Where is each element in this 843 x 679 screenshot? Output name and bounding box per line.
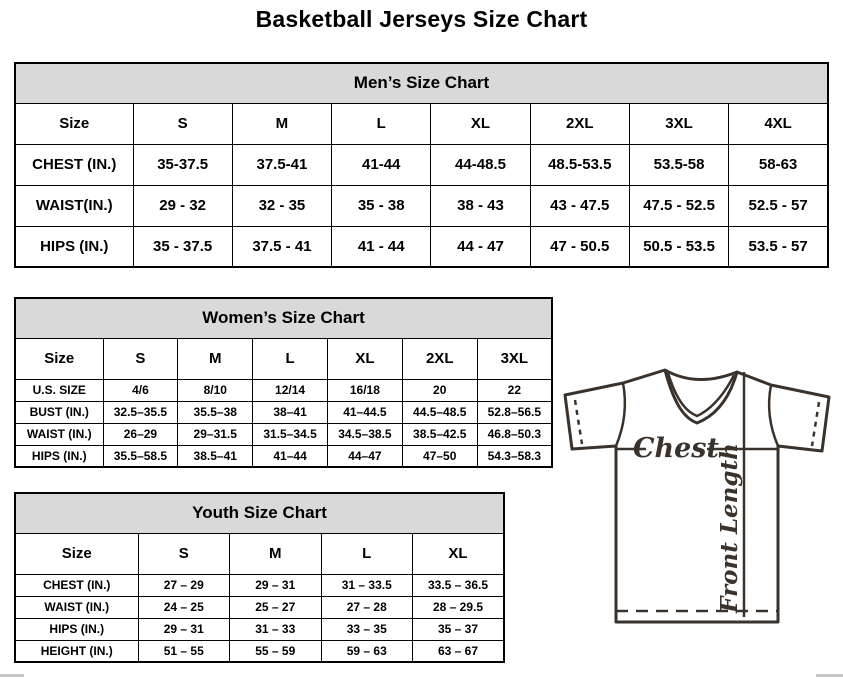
cell: 41-44: [332, 144, 431, 185]
cell: 43 - 47.5: [530, 185, 629, 226]
right-armhole-seam: [769, 385, 778, 446]
cell: 53.5 - 57: [729, 226, 828, 267]
cell: 31 – 33: [230, 618, 322, 640]
cell: 20: [402, 379, 477, 401]
column-header-row: [15, 338, 552, 379]
cell: 44 - 47: [431, 226, 530, 267]
col-header: 2XL: [530, 103, 629, 144]
right-cuff-dashed-line: [812, 402, 819, 446]
cell: 53.5-58: [629, 144, 728, 185]
cell: 32.5–35.5: [103, 401, 178, 423]
table-row: [15, 640, 504, 662]
womens-table-title: Women’s Size Chart: [15, 298, 552, 338]
cell: 16/18: [327, 379, 402, 401]
cell: 33 – 35: [321, 618, 413, 640]
table-row: [15, 185, 828, 226]
col-header: S: [133, 103, 232, 144]
row-label: WAIST(IN.): [15, 185, 133, 226]
left-cuff-dashed-line: [575, 400, 582, 444]
cell: 58-63: [729, 144, 828, 185]
cell: 46.8–50.3: [477, 423, 552, 445]
chest-label: Chest: [633, 433, 719, 464]
table-header-row: [15, 298, 552, 338]
col-header: L: [321, 533, 413, 574]
cell: 26–29: [103, 423, 178, 445]
cell: 31 – 33.5: [321, 574, 413, 596]
cell: 24 – 25: [138, 596, 230, 618]
page-title: Basketball Jerseys Size Chart: [255, 6, 588, 32]
table-row: [15, 379, 552, 401]
table-row: [15, 618, 504, 640]
table-header-row: [15, 63, 828, 103]
row-label: CHEST (IN.): [15, 574, 138, 596]
cell: 52.5 - 57: [729, 185, 828, 226]
col-header: Size: [15, 338, 103, 379]
cell: 41–44.5: [327, 401, 402, 423]
mens-table-title: Men’s Size Chart: [15, 63, 828, 103]
column-header-row: [15, 533, 504, 574]
cell: 37.5-41: [232, 144, 331, 185]
cell: 34.5–38.5: [327, 423, 402, 445]
cell: 38.5–41: [178, 445, 253, 467]
cell: 28 – 29.5: [413, 596, 505, 618]
cell: 8/10: [178, 379, 253, 401]
row-label: HIPS (IN.): [15, 618, 138, 640]
row-label: HIPS (IN.): [15, 226, 133, 267]
row-label: WAIST (IN.): [15, 596, 138, 618]
cell: 41–44: [253, 445, 328, 467]
cell: 38–41: [253, 401, 328, 423]
row-label: WAIST (IN.): [15, 423, 103, 445]
table-row: [15, 144, 828, 185]
col-header: S: [103, 338, 178, 379]
cell: 59 – 63: [321, 640, 413, 662]
col-header: XL: [327, 338, 402, 379]
cell: 44-48.5: [431, 144, 530, 185]
cell: 50.5 - 53.5: [629, 226, 728, 267]
cell: 32 - 35: [232, 185, 331, 226]
cell: 37.5 - 41: [232, 226, 331, 267]
cell: 38.5–42.5: [402, 423, 477, 445]
cell: 41 - 44: [332, 226, 431, 267]
table-row: [15, 574, 504, 596]
cell: 52.8–56.5: [477, 401, 552, 423]
cell: 48.5-53.5: [530, 144, 629, 185]
jersey-diagram-svg: [556, 360, 838, 630]
row-label: HIPS (IN.): [15, 445, 103, 467]
col-header: 4XL: [729, 103, 828, 144]
col-header: M: [232, 103, 331, 144]
cell: 54.3–58.3: [477, 445, 552, 467]
left-armhole-seam: [616, 383, 625, 446]
cell: 51 – 55: [138, 640, 230, 662]
jersey-outline: [565, 370, 829, 622]
cell: 63 – 67: [413, 640, 505, 662]
youth-size-chart-table: [14, 492, 505, 663]
row-label: U.S. SIZE: [15, 379, 103, 401]
jersey-measurement-diagram: [556, 360, 838, 630]
cell: 12/14: [253, 379, 328, 401]
cell: 35.5–58.5: [103, 445, 178, 467]
cell: 35.5–38: [178, 401, 253, 423]
bottom-left-edge-artifact: [0, 674, 24, 677]
row-label: CHEST (IN.): [15, 144, 133, 185]
front-length-label: Front Length: [716, 443, 743, 613]
cell: 44–47: [327, 445, 402, 467]
cell: 47 - 50.5: [530, 226, 629, 267]
table-row: [15, 445, 552, 467]
youth-table-title: Youth Size Chart: [15, 493, 504, 533]
col-header: 2XL: [402, 338, 477, 379]
cell: 27 – 29: [138, 574, 230, 596]
cell: 35 – 37: [413, 618, 505, 640]
row-label: HEIGHT (IN.): [15, 640, 138, 662]
col-header: L: [332, 103, 431, 144]
table-row: [15, 226, 828, 267]
table-header-row: [15, 493, 504, 533]
col-header: M: [178, 338, 253, 379]
cell: 35-37.5: [133, 144, 232, 185]
col-header: XL: [413, 533, 505, 574]
cell: 35 - 37.5: [133, 226, 232, 267]
col-header: Size: [15, 103, 133, 144]
cell: 29 – 31: [230, 574, 322, 596]
col-header: L: [253, 338, 328, 379]
cell: 22: [477, 379, 552, 401]
cell: 38 - 43: [431, 185, 530, 226]
cell: 25 – 27: [230, 596, 322, 618]
cell: 29 – 31: [138, 618, 230, 640]
col-header: 3XL: [477, 338, 552, 379]
cell: 35 - 38: [332, 185, 431, 226]
cell: 44.5–48.5: [402, 401, 477, 423]
bottom-right-edge-artifact: [816, 674, 843, 677]
col-header: S: [138, 533, 230, 574]
mens-size-chart-table: [14, 62, 829, 268]
col-header: XL: [431, 103, 530, 144]
col-header: 3XL: [629, 103, 728, 144]
cell: 55 – 59: [230, 640, 322, 662]
cell: 33.5 – 36.5: [413, 574, 505, 596]
table-row: [15, 423, 552, 445]
col-header: M: [230, 533, 322, 574]
row-label: BUST (IN.): [15, 401, 103, 423]
table-row: [15, 401, 552, 423]
womens-size-chart-table: [14, 297, 553, 468]
cell: 29 - 32: [133, 185, 232, 226]
cell: 4/6: [103, 379, 178, 401]
column-header-row: [15, 103, 828, 144]
cell: 47.5 - 52.5: [629, 185, 728, 226]
cell: 31.5–34.5: [253, 423, 328, 445]
cell: 27 – 28: [321, 596, 413, 618]
col-header: Size: [15, 533, 138, 574]
cell: 29–31.5: [178, 423, 253, 445]
cell: 47–50: [402, 445, 477, 467]
table-row: [15, 596, 504, 618]
